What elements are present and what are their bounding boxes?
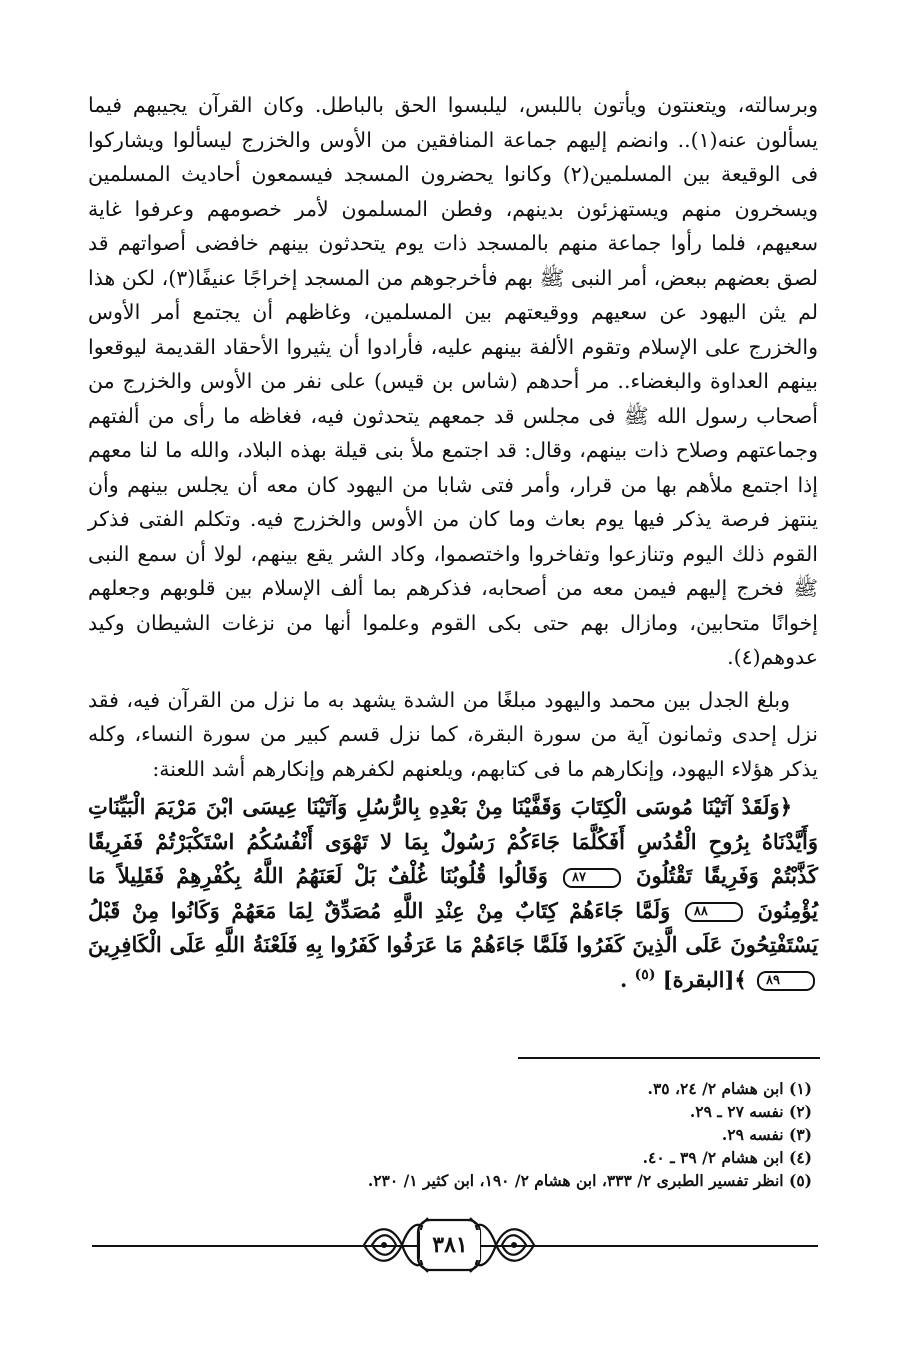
footnote-ref-5: (٥) xyxy=(634,966,656,983)
quran-verse-87: ﴿وَلَقَدْ آتَيْنَا مُوسَى الْكِتَابَ وَقَفَّيْنَا مِنْ بَعْدِهِ بِالرُّسُلِ وَآتَيْنَا عِيسَى ابْنَ مَرْيَمَ الْبَيِّنَاتِ وَأَيَّدْنَاهُ بِرُوحِ الْقُدُسِ أَفَكُلَّمَا جَاءَكُمْ رَسُولٌ بِمَا لا تَهْوَى أَنْفُسُكُمُ اسْتَكْبَرْتُمْ فَفَرِيقًا كَذَّبْتُمْ وَفَرِيقًا تَقْتُلُونَ xyxy=(88,794,818,888)
footnote-divider xyxy=(518,1057,820,1059)
quran-verse-89: وَلَمَّا جَاءَهُمْ كِتَابٌ مِنْ عِنْدِ اللَّهِ مُصَدِّقٌ لِمَا مَعَهُمْ وَكَانُوا مِنْ قَبْلُ يَسْتَفْتِحُونَ عَلَى الَّذِينَ كَفَرُوا فَلَمَّا جَاءَهُمْ مَا عَرَفُوا كَفَرُوا بِهِ فَلَعْنَةُ اللَّهِ عَلَى الْكَافِرِينَ xyxy=(88,897,818,957)
footnote-4: (٤) ابن هشام ٢/ ٣٩ ـ ٤٠. xyxy=(642,1148,812,1167)
body-paragraph-1: وبرسالته، ويتعنتون ويأتون باللبس، ليلبسوا الحق بالباطل. وكان القرآن يجيبهم فيما يسألون عنه(١).. وانضم إليهم جماعة المنافقين من الأوس والخزرج ليسألوا ويشاركوا فى الوقيعة بين المسلمين(٢) وكانوا يحضرون المسجد فيسمعون أحاديث المسلمين ويسخرون منهم ويستهزئون بدينهم، وفطن المسلمون لأمر خصومهم وعرفوا غاية سعيهم، فلما رأوا جماعة منهم بالمسجد ذات يوم يتحدثون بينهم خافضى أصواتهم قد لصق بعضهم ببعض، أمر النبى ﷺ بهم فأخرجوهم من المسجد إخراجًا عنيفًا(٣)، لكن هذا لم يثن اليهود عن سعيهم ووقيعتهم بين المسلمين، وغاظهم أن يجتمع أمر الأوس والخزرج على الإسلام وتقوم الألفة بينهم عليه، فأرادوا أن يثيروا الأحقاد القديمة ليوقعوا بينهم العداوة والبغضاء.. مر أحدهم (شاس بن قيس) على نفر من الأوس والخزرج من أصحاب رسول الله ﷺ فى مجلس قد جمعهم يتحدثون فيه، فغاظه ما رأى من ألفتهم وجماعتهم وصلاح ذات بينهم، وقال: قد اجتمع ملأ بنى قيلة بهذه البلاد، والله ما لنا معهم إذا اجتمع ملأهم بها من قرار، وأمر فتى شابا من اليهود كان معه أن يجلس بينهم وأن ينتهز فرصة يذكر فيها يوم بعاث وما كان من الأوس والخزرج فيه. وتكلم الفتى فذكر القوم ذلك اليوم وتنازعوا وتفاخروا واختصموا، وكاد الشر يقع بينهم، لولا أن سمع النبى ﷺ فخرج إليهم فيمن معه من أصحابه، فذكرهم بما ألف الإسلام بين قلوبهم وجعلهم إخوانًا متحابين، ومازال بهم حتى بكى القوم وعلموا أنها من نزغات الشيطان وكيد عدوهم(٤). xyxy=(88,93,819,669)
quran-quote xyxy=(88,790,818,997)
page-number: ٣٨١ xyxy=(420,1230,480,1260)
footnote-2: (٢) نفسه ٢٧ ـ ٢٩. xyxy=(689,1102,812,1121)
page-body xyxy=(88,88,818,997)
footnotes-list xyxy=(160,1077,812,1192)
footnote-5: (٥) انظر تفسير الطبرى ٢/ ٣٣٣، ابن هشام ٢/ ١٩٠، ابن كثير ١/ ٢٣٠. xyxy=(367,1171,812,1190)
body-paragraph-2: وبلغ الجدل بين محمد واليهود مبلغًا من الشدة يشهد به ما نزل من القرآن فيه، فقد نزل إحدى وثمانون آية من سورة البقرة، كما نزل قسم كبير من سورة النساء، وكله يذكر هؤلاء اليهود، وإنكارهم ما فى كتابهم، ويلعنهم لكفرهم وإنكارهم أشد اللعنة: xyxy=(88,687,818,781)
footnote-1: (١) ابن هشام ٢/ ٢٤، ٣٥. xyxy=(647,1079,812,1098)
ayah-number-88: ٨٨ xyxy=(685,902,743,922)
quran-verse-88: وَقَالُوا قُلُوبُنَا غُلْفٌ بَلْ لَعَنَهُمُ اللَّهُ بِكُفْرِهِمْ فَقَلِيلاً مَا يُؤْمِنُونَ xyxy=(88,863,819,923)
ayah-number-89: ٨٩ xyxy=(757,971,815,991)
surah-name: ﴾[البقرة] xyxy=(662,966,747,992)
quran-end-mark: . xyxy=(620,966,628,992)
ayah-number-87: ٨٧ xyxy=(563,868,621,888)
footnote-3: (٣) نفسه ٢٩. xyxy=(721,1125,812,1144)
